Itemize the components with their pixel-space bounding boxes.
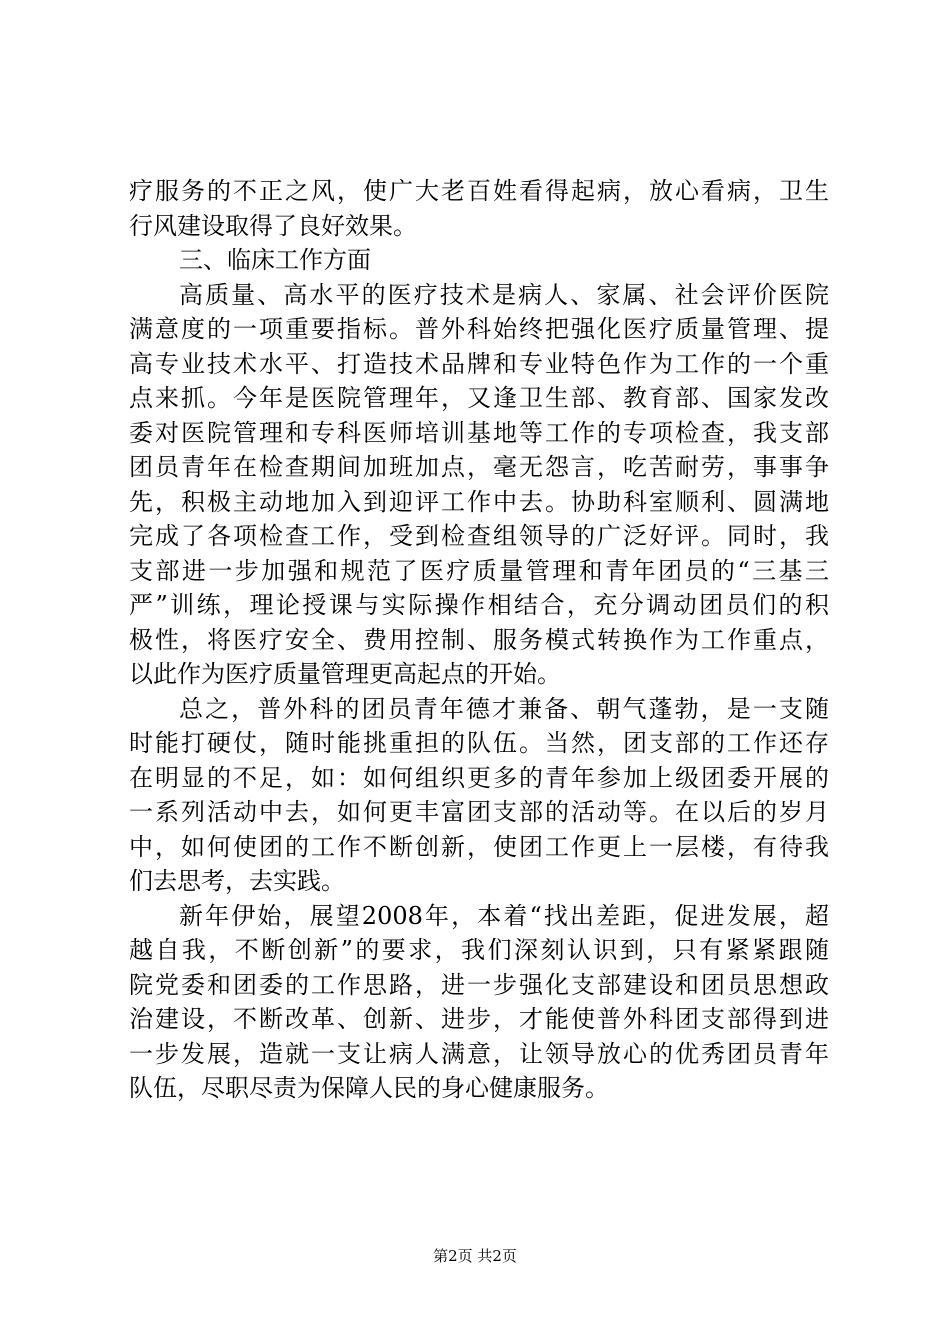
paragraph-line: 团员青年在检查期间加班加点，毫无怨言，吃苦耐劳，事事争 <box>129 453 829 481</box>
paragraph <box>129 692 829 899</box>
paragraph-line: 以此作为医疗质量管理更高起点的开始。 <box>129 660 561 688</box>
paragraph-line: 院党委和团委的工作思路，进一步强化支部建设和团员思想政 <box>129 970 829 999</box>
page-footer <box>0 1246 950 1266</box>
document-body <box>129 174 829 1106</box>
paragraph <box>129 243 829 278</box>
paragraph-line: 极性，将医疗安全、费用控制、服务模式转换作为工作重点， <box>129 625 829 654</box>
paragraph-line: 委对医院管理和专科医师培训基地等工作的专项检查，我支部 <box>129 418 829 447</box>
paragraph-line: 在明显的不足，如：如何组织更多的青年参加上级团委开展的 <box>129 763 829 792</box>
paragraph-line: 点来抓。今年是医院管理年，又逢卫生部、教育部、国家发改 <box>129 384 829 412</box>
paragraph-line: 们去思考，去实践。 <box>129 867 345 895</box>
paragraph-line: 队伍，尽职尽责为保障人民的身心健康服务。 <box>129 1074 609 1102</box>
paragraph-line: 总之，普外科的团员青年德才兼备、朝气蓬勃，是一支随 <box>179 694 829 723</box>
page-number: 第2页 共2页 <box>433 1247 517 1265</box>
paragraph-line: 完成了各项检查工作，受到检查组领导的广泛好评。同时，我 <box>129 522 829 550</box>
paragraph <box>129 174 829 243</box>
paragraph-line: 一步发展，造就一支让病人满意，让领导放心的优秀团员青年 <box>129 1039 829 1068</box>
paragraph-line: 一系列活动中去，如何更丰富团支部的活动等。在以后的岁月 <box>129 798 829 826</box>
paragraph-line: 时能打硬仗，随时能挑重担的队伍。当然，团支部的工作还存 <box>129 729 829 757</box>
paragraph-line: 三、临床工作方面 <box>179 246 371 274</box>
paragraph-line: 行风建设取得了良好效果。 <box>129 211 417 240</box>
paragraph-line: 满意度的一项重要指标。普外科始终把强化医疗质量管理、提 <box>129 315 829 343</box>
paragraph-line: 治建设，不断改革、创新、进步，才能使普外科团支部得到进 <box>129 1005 829 1033</box>
paragraph-line: 越自我，不断创新”的要求，我们深刻认识到，只有紧紧跟随 <box>129 936 829 964</box>
paragraph-line: 严”训练，理论授课与实际操作相结合，充分调动团员们的积 <box>129 591 829 619</box>
paragraph-line: 先，积极主动地加入到迎评工作中去。协助科室顺利、圆满地 <box>129 487 829 516</box>
paragraph <box>129 278 829 692</box>
paragraph-line: 支部进一步加强和规范了医疗质量管理和青年团员的“三基三 <box>129 556 829 585</box>
paragraph-line: 高质量、高水平的医疗技术是病人、家属、社会评价医院 <box>179 280 829 309</box>
paragraph-line: 中，如何使团的工作不断创新，使团工作更上一层楼，有待我 <box>129 832 829 861</box>
paragraph-line: 高专业技术水平、打造技术品牌和专业特色作为工作的一个重 <box>129 349 829 378</box>
paragraph <box>129 899 829 1106</box>
paragraph-line: 新年伊始，展望2008年，本着“找出差距，促进发展，超 <box>179 901 829 930</box>
paragraph-line: 疗服务的不正之风，使广大老百姓看得起病，放心看病，卫生 <box>129 177 829 205</box>
